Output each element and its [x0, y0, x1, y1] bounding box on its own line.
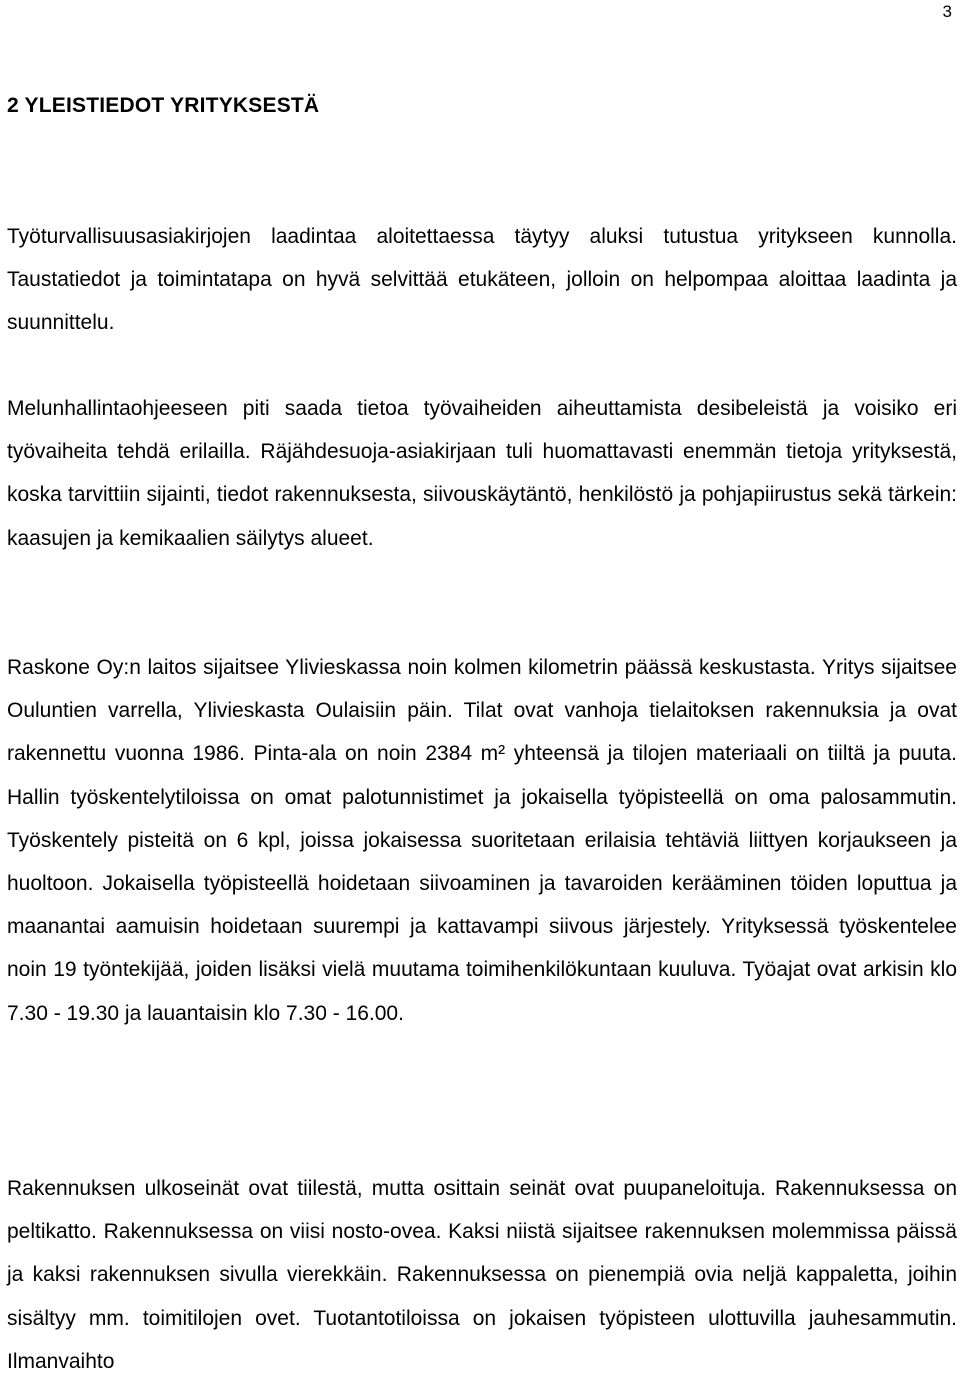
paragraph-location: Raskone Oy:n laitos sijaitsee Ylivieskassa noin kolmen kilometrin päässä keskustasta. Yritys sijaitsee Ouluntien varrella, Ylivieskasta Oulaisiin päin. Tilat ovat vanhoja tielaitoksen rakennuksia ja ovat rakennettu vuonna 1986. Pinta-ala on noin 2384 m² yhteensä ja tilojen materiaali on tiiltä ja puuta. Hallin työskentelytiloissa on omat palotunnistimet ja jokaisella työpisteellä on oma palosammutin. Työskentely pisteitä on 6 kpl, joissa jokaisessa suoritetaan erilaisia tehtäviä liittyen korjaukseen ja huoltoon. Jokaisella työpisteellä hoidetaan siivoaminen ja tavaroiden kerääminen töiden loputtua ja maanantai aamuisin hoidetaan suurempi ja kattavampi siivous järjestely. Yrityksessä työskentelee noin 19 työntekijää, joiden lisäksi vielä muutama toimihenkilökuntaan kuuluva. Työajat ovat arkisin klo 7.30 - 19.30 ja lauantaisin klo 7.30 - 16.00. [7, 656, 957, 1025]
page-number: 3 [942, 2, 952, 21]
section-heading: 2 YLEISTIEDOT YRITYKSESTÄ [7, 94, 320, 117]
paragraph-building: Rakennuksen ulkoseinät ovat tiilestä, mutta osittain seinät ovat puupaneloituja. Rakennuksessa on peltikatto. Rakennuksessa on viisi nosto-ovea. Kaksi niistä sijaitsee rakennuksen molemmissa päissä ja kaksi rakennuksen sivulla vierekkäin. Rakennuksessa on pienempiä ovia neljä kappaletta, joihin sisältyy mm. toimitilojen ovet. Tuotantotiloissa on jokaisen työpisteen ulottuvilla jauhesammutin. Ilmanvaihto [7, 1177, 957, 1373]
paragraph-documents: Melunhallintaohjeeseen piti saada tietoa työvaiheiden aiheuttamista desibeleistä ja voisiko eri työvaiheita tehdä erilailla. Räjähdesuoja-asiakirjaan tuli huomattavasti enemmän tietoja yrityksestä, koska tarvittiin sijainti, tiedot rakennuksesta, siivouskäytäntö, henkilöstö ja pohjapiirustus sekä tärkein: kaasujen ja kemikaalien säilytys alueet. [7, 397, 957, 550]
paragraph-intro: Työturvallisuusasiakirjojen laadintaa aloitettaessa täytyy aluksi tutustua yritykseen kunnolla. Taustatiedot ja toimintatapa on hyvä selvittää etukäteen, jolloin on helpompaa aloittaa laadinta ja suunnittelu. [7, 225, 957, 335]
